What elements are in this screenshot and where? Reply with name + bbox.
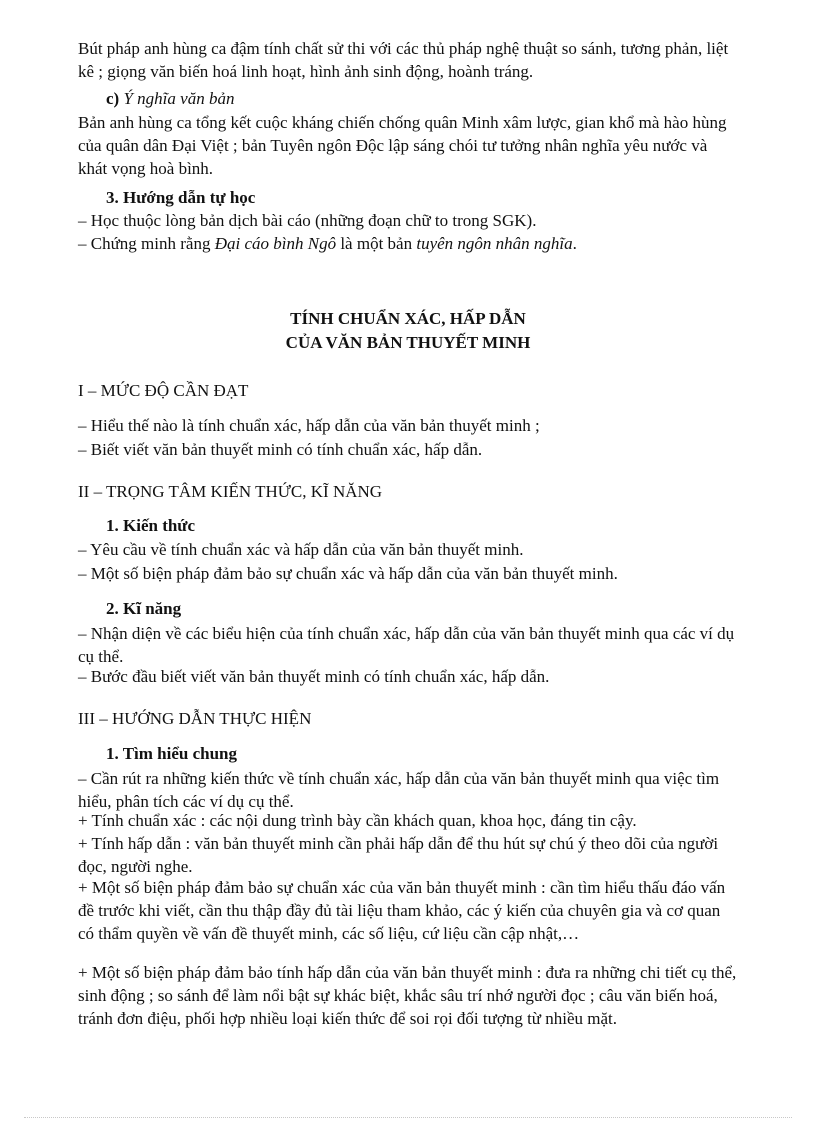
lesson-title-line1: TÍNH CHUẨN XÁC, HẤP DẪN xyxy=(290,309,526,328)
subheading-skills: 2. Kĩ năng xyxy=(106,599,182,618)
list-item xyxy=(78,232,740,255)
list-item: – Bước đầu biết viết văn bản thuyết minh có tính chuẩn xác, hấp dẫn. xyxy=(78,667,550,686)
emphasis-text: tuyên ngôn nhân nghĩa xyxy=(416,234,573,253)
lesson-title-line2: CỦA VĂN BẢN THUYẾT MINH xyxy=(285,333,531,352)
section-heading-2: II – TRỌNG TÂM KIẾN THỨC, KĨ NĂNG xyxy=(78,482,383,501)
page-footer-divider xyxy=(24,1117,792,1118)
heading-self-study: 3. Hướng dẫn tự học xyxy=(106,188,256,207)
subheading-overview: 1. Tìm hiểu chung xyxy=(106,744,238,763)
subheading-c xyxy=(78,87,768,110)
paragraph: + Tính hấp dẫn : văn bản thuyết minh cần phải hấp dẫn để thu hút sự chú ý theo dõi của người đọc, người nghe. xyxy=(78,834,719,876)
list-item-text: là một bản xyxy=(336,234,417,253)
section-heading-3: III – HƯỚNG DẪN THỰC HIỆN xyxy=(78,709,312,728)
paragraph: + Tính chuẩn xác : các nội dung trình bày cần khách quan, khoa học, đáng tin cậy. xyxy=(78,811,637,830)
section-heading-1: I – MỨC ĐỘ CẦN ĐẠT xyxy=(78,381,249,400)
paragraph: + Một số biện pháp đảm bảo tính hấp dẫn của văn bản thuyết minh : đưa ra những chi tiết cụ thể, sinh động ; so sánh để làm nổi bật sự khác biệt, khắc sâu trí nhớ người đọc ; câu văn biến hoá, tránh đơn điệu, phối hợp nhiều loại kiến thức để soi rọi đối tượng từ nhiều mặt. xyxy=(78,963,737,1028)
list-item: – Yêu cầu về tính chuẩn xác và hấp dẫn của văn bản thuyết minh. xyxy=(78,540,524,559)
subheading-c-title: Ý nghĩa văn bản xyxy=(123,89,235,108)
list-item-text: . xyxy=(572,234,577,253)
paragraph-art: Bút pháp anh hùng ca đậm tính chất sử thi với các thủ pháp nghệ thuật so sánh, tương phản, liệt kê ; giọng văn biến hoá linh hoạt, hình ảnh sinh động, hoành tráng. xyxy=(78,39,729,81)
subheading-c-label: c) xyxy=(106,89,120,108)
list-item: – Một số biện pháp đảm bảo sự chuẩn xác và hấp dẫn của văn bản thuyết minh. xyxy=(78,564,618,583)
paragraph: – Cần rút ra những kiến thức về tính chuẩn xác, hấp dẫn của văn bản thuyết minh qua việc tìm hiểu, phân tích các ví dụ cụ thể. xyxy=(78,769,720,811)
work-title: Đại cáo bình Ngô xyxy=(214,234,337,253)
list-item: – Hiểu thế nào là tính chuẩn xác, hấp dẫn của văn bản thuyết minh ; xyxy=(78,416,540,435)
list-item-text: – Chứng minh rằng xyxy=(78,234,215,253)
paragraph-meaning: Bản anh hùng ca tổng kết cuộc kháng chiến chống quân Minh xâm lược, gian khổ mà hào hùng của quân dân Đại Việt ; bản Tuyên ngôn Độc lập sáng chói tư tưởng nhân nghĩa yêu nước và khát vọng hoà bình. xyxy=(78,113,727,178)
list-item: – Biết viết văn bản thuyết minh có tính chuẩn xác, hấp dẫn. xyxy=(78,440,483,459)
list-item: – Nhận diện về các biểu hiện của tính chuẩn xác, hấp dẫn của văn bản thuyết minh qua các ví dụ cụ thể. xyxy=(78,624,735,666)
paragraph: + Một số biện pháp đảm bảo sự chuẩn xác của văn bản thuyết minh : cần tìm hiểu thấu đáo vấn đề trước khi viết, cần thu thập đầy đủ tài liệu tham khảo, các ý kiến của chuyên gia và cơ quan có thẩm quyền về vấn đề thuyết minh, các số liệu, cứ liệu cần cập nhật,… xyxy=(78,878,726,943)
subheading-knowledge: 1. Kiến thức xyxy=(106,516,196,535)
list-item: – Học thuộc lòng bản dịch bài cáo (những đoạn chữ to trong SGK). xyxy=(78,211,537,230)
